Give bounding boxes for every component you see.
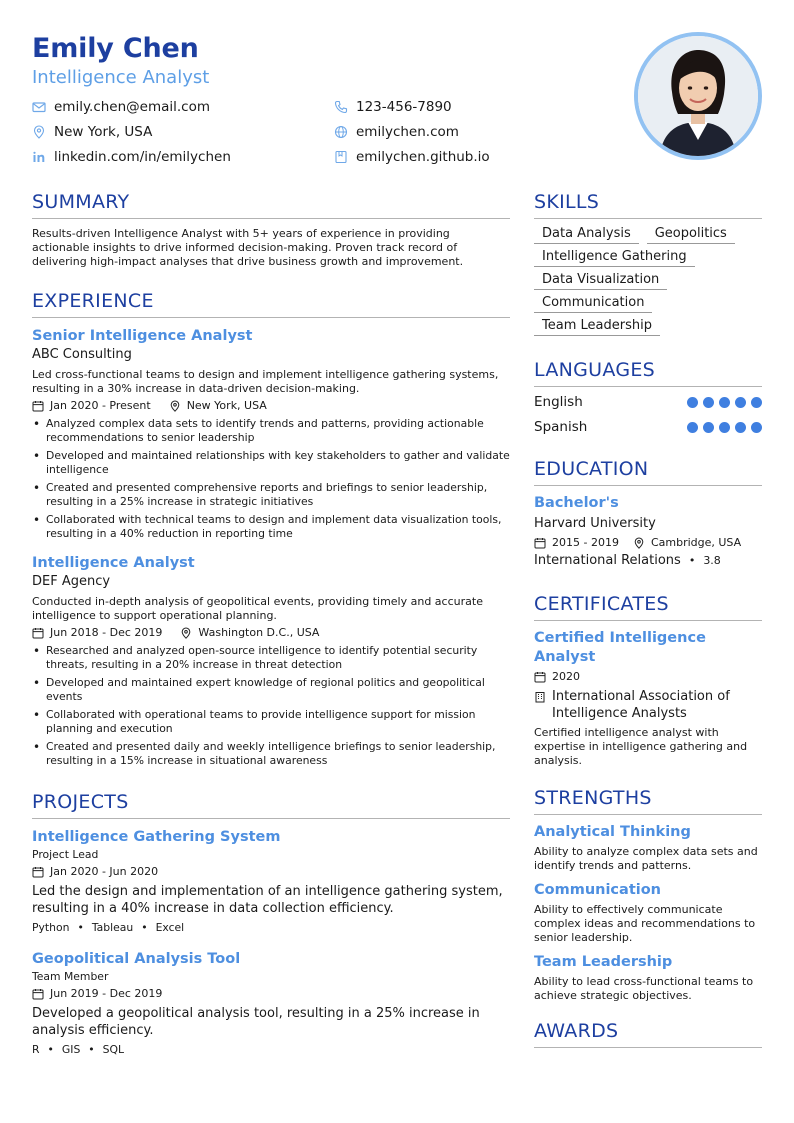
- strength-title: Communication: [534, 882, 662, 898]
- job-company: DEF Agency: [32, 574, 111, 589]
- list-item: • Analyzed complex data sets to identify trends and patterns, providing actionable recommendations to senior leadership: [32, 417, 510, 445]
- skill-tag: Data Analysis: [534, 225, 639, 244]
- gpa: 3.8: [703, 554, 721, 567]
- education-heading: EDUCATION: [534, 457, 762, 486]
- certificate-year: 2020: [552, 670, 580, 683]
- project-role: Team Member: [32, 970, 109, 983]
- strength-title: Team Leadership: [534, 954, 673, 970]
- job-meta: [32, 399, 510, 413]
- bookmark-page-icon: [334, 150, 348, 164]
- project-dates: Jan 2020 - Jun 2020: [50, 865, 159, 878]
- project-title: Geopolitical Analysis Tool: [32, 951, 241, 967]
- calendar-icon: [534, 671, 546, 683]
- project-description: Developed a geopolitical analysis tool, resulting in a 25% increase in analysis efficiency.: [32, 1006, 480, 1038]
- skills-heading: SKILLS: [534, 190, 762, 219]
- certificate-issuer-row: [534, 688, 762, 722]
- project-meta: [32, 987, 510, 1001]
- certificate-issuer: International Association of Intelligence Analysts: [552, 689, 730, 721]
- level-dot: [751, 422, 762, 433]
- job-location: Washington D.C., USA: [198, 626, 320, 639]
- awards-heading: AWARDS: [534, 1019, 762, 1048]
- field-of-study: International Relations: [534, 553, 681, 568]
- level-dot: [719, 422, 730, 433]
- location-pin-icon: [180, 627, 192, 639]
- github-contact[interactable]: [334, 148, 490, 166]
- level-dot: [719, 397, 730, 408]
- list-item: • Collaborated with technical teams to design and implement data visualization tools, resulting in a 40% reduction in reporting time: [32, 513, 510, 541]
- job-description: Led cross-functional teams to design and implement intelligence gathering systems, resulting in a 30% increase in data-driven decision-making.: [32, 368, 499, 395]
- location-pin-icon: [633, 537, 645, 549]
- skill-tag: Intelligence Gathering: [534, 248, 695, 267]
- calendar-icon: [32, 400, 44, 412]
- education-dates: 2015 - 2019: [552, 536, 619, 549]
- list-item: • Collaborated with operational teams to provide intelligence support for mission planning and execution: [32, 708, 510, 736]
- certificate-meta: [534, 670, 762, 684]
- languages-heading: LANGUAGES: [534, 358, 762, 387]
- location-pin-icon: [169, 400, 181, 412]
- project-dates: Jun 2019 - Dec 2019: [50, 987, 163, 1000]
- building-icon: [534, 691, 546, 703]
- location-contact: [32, 123, 152, 141]
- skill-tag: Geopolitics: [647, 225, 735, 244]
- skills-list: [534, 225, 762, 340]
- project-entry: [32, 949, 510, 1057]
- summary-text: Results-driven Intelligence Analyst with 5+ years of experience in providing actionable insights to drive informed decision-making. Proven track record of delivering high-impact analyses that drive business growth and improvement.: [32, 227, 464, 268]
- email-text: emily.chen@email.com: [54, 99, 211, 115]
- school-name: Harvard University: [534, 516, 656, 531]
- calendar-icon: [32, 866, 44, 878]
- tag: R: [32, 1043, 40, 1056]
- job-dates: Jan 2020 - Present: [50, 399, 151, 412]
- list-item: • Developed and maintained relationships with key stakeholders to gather and validate intelligence: [32, 449, 510, 477]
- globe-icon: [334, 125, 348, 139]
- job-meta: [32, 626, 510, 640]
- project-meta: [32, 865, 510, 879]
- summary-heading: SUMMARY: [32, 190, 510, 219]
- project-description: Led the design and implementation of an intelligence gathering system, resulting in a 40% increase in data collection efficiency.: [32, 884, 503, 916]
- certificate-description: Certified intelligence analyst with expertise in intelligence gathering and analysis.: [534, 726, 748, 767]
- calendar-icon: [534, 537, 546, 549]
- education-entry: [534, 494, 762, 570]
- job-entry: [32, 553, 510, 768]
- resume-header: [32, 30, 632, 165]
- phone-text: 123-456-7890: [356, 99, 452, 115]
- calendar-icon: [32, 627, 44, 639]
- language-level-dots: [682, 397, 762, 408]
- candidate-name: Emily Chen: [32, 33, 199, 64]
- email-contact[interactable]: [32, 98, 210, 116]
- level-dot: [703, 422, 714, 433]
- education-meta: [534, 536, 762, 550]
- education-location: Cambridge, USA: [650, 536, 742, 549]
- strength-text: Ability to analyze complex data sets and identify trends and patterns.: [534, 845, 758, 872]
- language-name: English: [534, 394, 583, 410]
- level-dot: [687, 422, 698, 433]
- strength-entry: [534, 823, 762, 873]
- project-entry: [32, 827, 510, 935]
- certificate-entry: [534, 629, 762, 768]
- candidate-title: Intelligence Analyst: [32, 67, 210, 88]
- linkedin-icon: [32, 150, 46, 164]
- job-location: New York, USA: [186, 399, 267, 412]
- tag: Excel: [155, 921, 185, 934]
- level-dot: [735, 397, 746, 408]
- tag: GIS: [61, 1043, 81, 1056]
- project-tags: Python • Tableau • Excel: [32, 921, 185, 934]
- mail-icon: [32, 100, 46, 114]
- tag: Python: [32, 921, 70, 934]
- job-description: Conducted in-depth analysis of geopolitical events, providing timely and accurate intelligence to support operational planning.: [32, 595, 483, 622]
- education-field-row: International Relations • 3.8: [534, 553, 721, 568]
- linkedin-contact[interactable]: [32, 148, 231, 166]
- github-text: emilychen.github.io: [356, 149, 490, 165]
- language-name: Spanish: [534, 419, 588, 435]
- right-column: [534, 190, 762, 1048]
- tag: SQL: [102, 1043, 125, 1056]
- website-text: emilychen.com: [356, 124, 459, 140]
- phone-contact[interactable]: [334, 98, 452, 116]
- strength-text: Ability to lead cross-functional teams to achieve strategic objectives.: [534, 975, 754, 1002]
- job-dates: Jun 2018 - Dec 2019: [50, 626, 163, 639]
- list-item: • Developed and maintained expert knowledge of regional politics and geopolitical events: [32, 676, 510, 704]
- language-row: [534, 393, 762, 411]
- level-dot: [735, 422, 746, 433]
- level-dot: [751, 397, 762, 408]
- strength-entry: [534, 881, 762, 945]
- certificate-name: Certified Intelligence Analyst: [534, 630, 706, 665]
- calendar-icon: [32, 988, 44, 1000]
- job-title: Senior Intelligence Analyst: [32, 328, 253, 344]
- strength-entry: [534, 953, 762, 1003]
- strength-text: Ability to effectively communicate complex ideas and recommendations to senior leadership.: [534, 903, 756, 944]
- strength-title: Analytical Thinking: [534, 824, 691, 840]
- linkedin-text: linkedin.com/in/emilychen: [54, 149, 231, 165]
- job-bullets: [32, 417, 510, 541]
- list-item: • Researched and analyzed open-source intelligence to identify potential security threats, resulting in a 20% increase in threat detection: [32, 644, 510, 672]
- job-company: ABC Consulting: [32, 347, 132, 362]
- location-text: New York, USA: [54, 124, 153, 140]
- job-entry: [32, 326, 510, 541]
- phone-icon: [334, 100, 348, 114]
- level-dot: [687, 397, 698, 408]
- skill-tag: Team Leadership: [534, 317, 660, 336]
- skill-tag: Data Visualization: [534, 271, 667, 290]
- job-bullets: [32, 644, 510, 768]
- job-title: Intelligence Analyst: [32, 555, 195, 571]
- profile-photo: [634, 32, 762, 160]
- project-title: Intelligence Gathering System: [32, 829, 281, 845]
- project-tags: R • GIS • SQL: [32, 1043, 125, 1056]
- experience-heading: EXPERIENCE: [32, 289, 510, 318]
- website-contact[interactable]: [334, 123, 459, 141]
- language-row: [534, 418, 762, 436]
- left-column: [32, 190, 510, 1057]
- location-pin-icon: [32, 125, 46, 139]
- tag: Tableau: [91, 921, 134, 934]
- list-item: • Created and presented daily and weekly intelligence briefings to senior leadership, resulting in a 15% increase in situational awareness: [32, 740, 510, 768]
- strengths-heading: STRENGTHS: [534, 786, 762, 815]
- level-dot: [703, 397, 714, 408]
- projects-heading: PROJECTS: [32, 790, 510, 819]
- languages-list: [534, 393, 762, 436]
- skill-tag: Communication: [534, 294, 652, 313]
- language-level-dots: [682, 422, 762, 433]
- list-item: • Created and presented comprehensive reports and briefings to senior leadership, resulting in a 25% increase in strategic initiatives: [32, 481, 510, 509]
- degree: Bachelor's: [534, 495, 619, 511]
- certificates-heading: CERTIFICATES: [534, 592, 762, 621]
- project-role: Project Lead: [32, 848, 99, 861]
